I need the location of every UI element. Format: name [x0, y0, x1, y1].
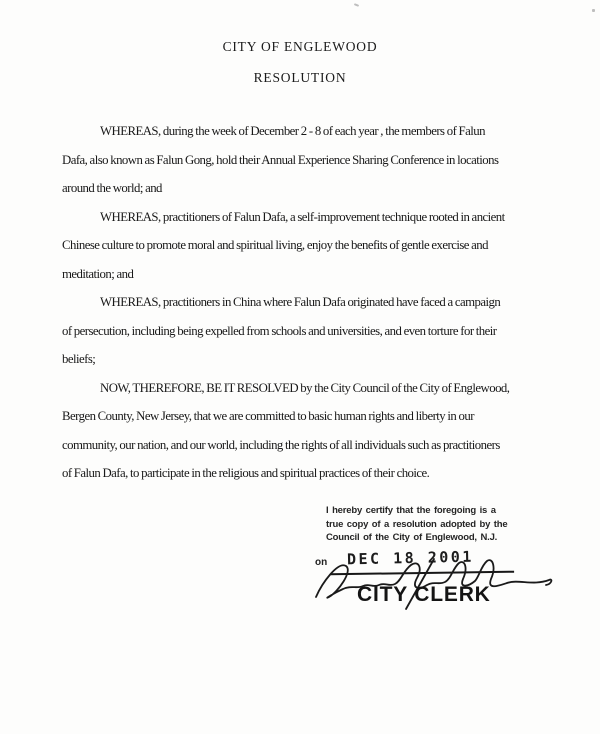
body-line: WHEREAS, practitioners of Falun Dafa, a self-improvement technique rooted in ancient — [100, 209, 505, 224]
scan-speck — [307, 386, 310, 388]
certification-line: I hereby certify that the foregoing is a — [326, 505, 496, 516]
adoption-date-stamp: DEC 18 2001 — [346, 547, 475, 569]
certification-line: Council of the City of Englewood, N.J. — [326, 532, 498, 543]
city-clerk-title: CITY CLERK — [357, 583, 491, 606]
whereas-paragraph-3 — [62, 288, 582, 374]
body-line: Dafa, also known as Falun Gong, hold their Annual Experience Sharing Conference in locations — [62, 152, 499, 167]
resolved-paragraph — [62, 374, 582, 488]
scan-speck — [592, 9, 595, 12]
certification-line: true copy of a resolution adopted by the — [326, 518, 508, 530]
document-title: CITY OF ENGLEWOOD — [222, 39, 378, 54]
body-line: of Falun Dafa, to participate in the religious and spiritual practices of their choice. — [62, 466, 430, 480]
document-subtitle: RESOLUTION — [253, 70, 347, 85]
resolution-body — [62, 117, 582, 488]
body-line: community, our nation, and our world, including the rights of all individuals such as practitioners — [62, 437, 500, 452]
body-line: NOW, THEREFORE, BE IT RESOLVED by the City Council of the City of Englewood, — [100, 380, 510, 395]
body-line: beliefs; — [62, 352, 96, 366]
certification-statement — [326, 504, 507, 545]
whereas-paragraph-2 — [62, 203, 582, 289]
whereas-paragraph-1 — [62, 117, 582, 203]
body-line: meditation; and — [62, 266, 134, 281]
body-line: around the world; and — [62, 181, 162, 195]
body-line: of persecution, including being expelled from schools and universities, and even torture for their — [62, 323, 497, 338]
body-line: WHEREAS, practitioners in China where Falun Dafa originated have faced a campaign — [100, 295, 501, 309]
scan-speck — [354, 3, 359, 7]
body-line: WHEREAS, during the week of December 2 - 8 of each year , the members of Falun — [100, 124, 485, 138]
body-line: Bergen County, New Jersey, that we are committed to basic human rights and liberty in our — [62, 409, 474, 423]
body-line: Chinese culture to promote moral and spiritual living, enjoy the benefits of gentle exercise and — [62, 238, 488, 252]
date-on-label: on — [315, 557, 328, 568]
